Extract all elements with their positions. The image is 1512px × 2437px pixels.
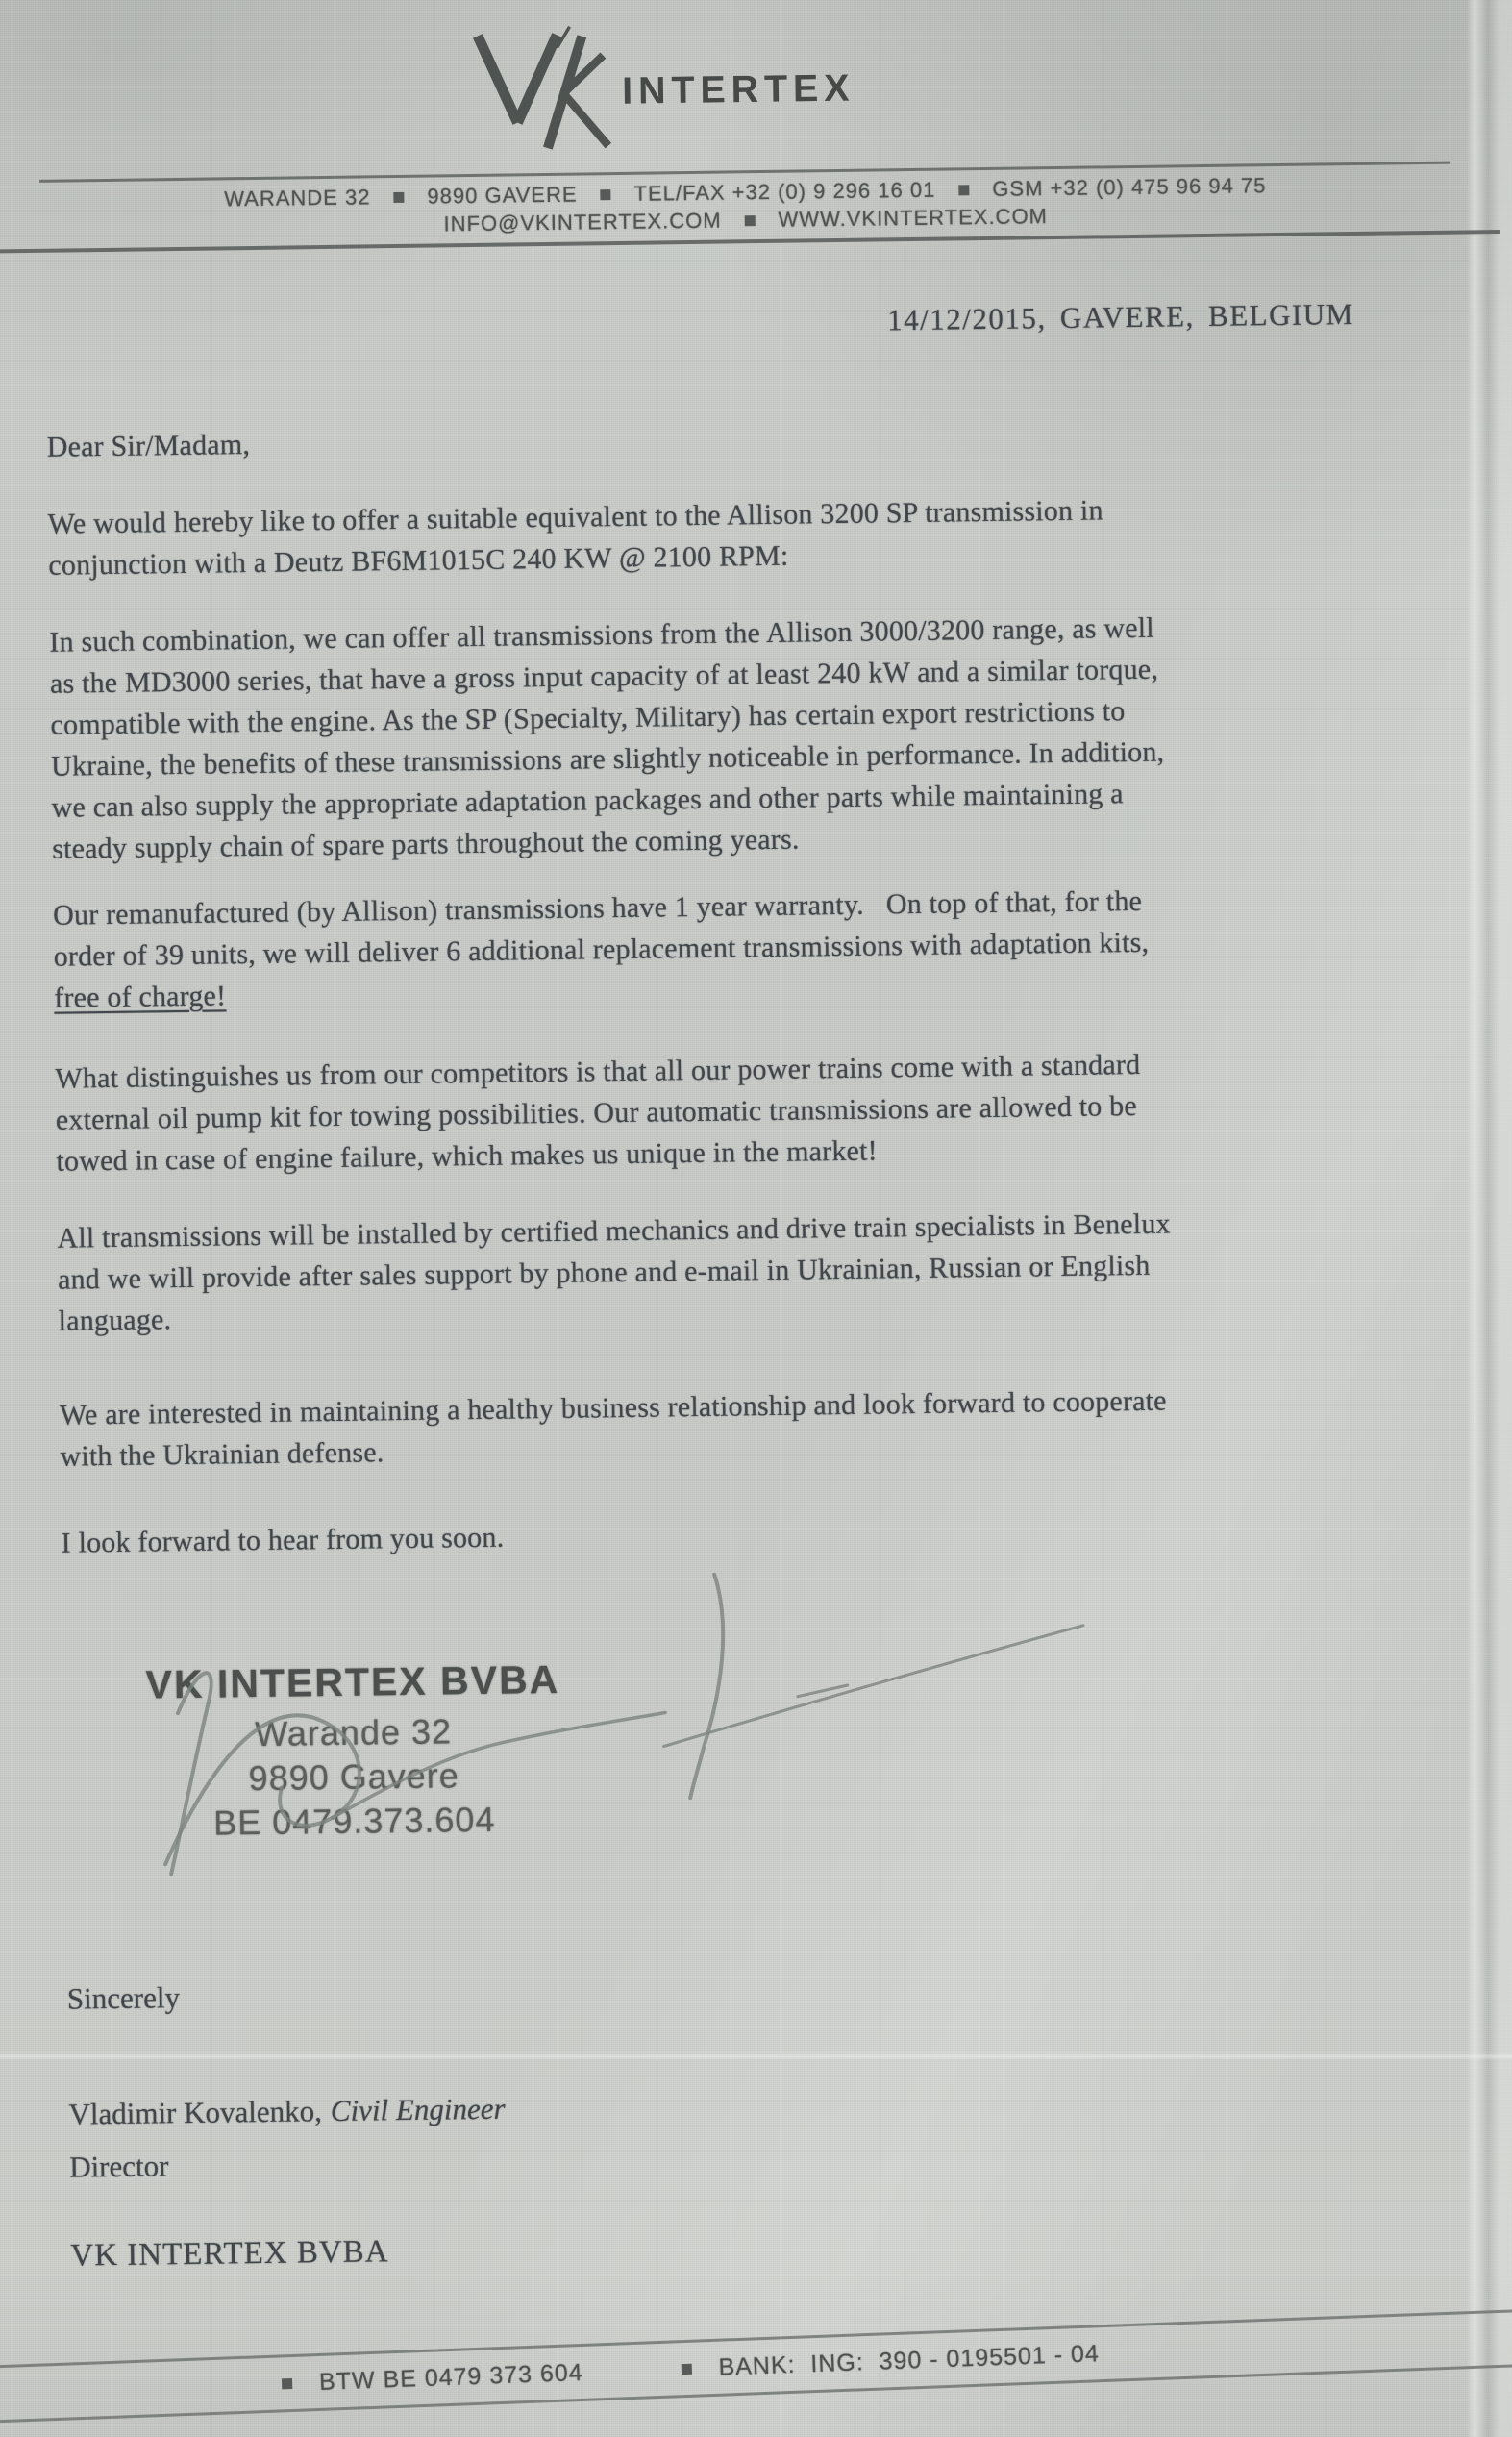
contact-gsm: GSM +32 (0) 475 96 94 75 — [992, 173, 1267, 201]
signer-role: Director — [68, 2149, 169, 2184]
paragraph-6: We are interested in maintaining a healthy business relationship and look forward to cooperate with the Ukrainian defense. — [59, 1384, 1167, 1473]
contact-website: WWW.VKINTERTEX.COM — [778, 204, 1049, 232]
square-bullet-icon — [958, 185, 969, 195]
vk-monogram-icon — [466, 12, 872, 162]
company-logo — [466, 12, 872, 162]
contact-address: WARANDE 32 — [224, 185, 371, 211]
free-of-charge-underlined: free of charge! — [54, 980, 227, 1014]
paragraph-5: All transmissions will be installed by certified mechanics and drive train specialists in Benelux and we will provide after sales support by phone and e-mail in Ukrainian, Russian or English language. — [57, 1207, 1171, 1337]
footer-spacer — [610, 2370, 655, 2372]
date-line: 14/12/2015, GAVERE, BELGIUM — [886, 296, 1354, 337]
masthead — [39, 162, 1451, 253]
paragraph-3 — [53, 877, 1468, 1019]
paragraph-2: In such combination, we can offer all transmissions from the Allison 3000/3200 range, as well as the MD3000 series, that have a gross input capacity of at least 240 kW and a similar torque, compatible with the engine. As the SP (Specialty, Military) has certain export restrictions to Ukraine, the benefits of these transmissions are slightly noticeable in performance. In addition, we can also supply the appropriate adaptation packages and other parts while maintaining a steady supply chain of spare parts throughout the coming years. — [49, 611, 1165, 865]
logo-wordmark: INTERTEX — [621, 66, 855, 112]
paragraph-1: We would hereby like to offer a suitable equivalent to the Allison 3200 SP transmission in conjunction with a Deutz BF6M1015C 240 KW @ 2100 RPM: — [47, 494, 1103, 582]
paragraph-3-text: Our remanufactured (by Allison) transmissions have 1 year warranty. On top of that, for the order of 39 units, we will deliver 6 additional replacement transmissions with adaptation kits, — [52, 884, 1150, 973]
stamp-vat: BE 0479.373.604 — [212, 1799, 496, 1843]
contact-city: 9890 GAVERE — [427, 182, 578, 209]
salutation: Dear Sir/Madam, — [46, 429, 251, 463]
square-bullet-icon — [600, 189, 610, 200]
stamp-street: Warande 32 — [254, 1711, 453, 1754]
signer-name: Vladimir Kovalenko, — [68, 2094, 323, 2131]
contact-email: INFO@VKINTERTEX.COM — [443, 208, 722, 236]
paragraph-7: I look forward to hear from you soon. — [61, 1521, 505, 1559]
valediction: Sincerely — [66, 1980, 181, 2016]
footer-vat: BTW BE 0479 373 604 — [318, 2358, 584, 2396]
stamp-company-name: VK INTERTEX BVBA — [145, 1656, 560, 1707]
signer-title: Civil Engineer — [330, 2091, 506, 2128]
signer-company: VK INTERTEX BVBA — [70, 2234, 389, 2274]
signer-line — [68, 2092, 506, 2132]
square-bullet-icon — [393, 191, 404, 202]
footer-bank: BANK: ING: 390 - 0195501 - 04 — [717, 2339, 1101, 2381]
paragraph-4: What distinguishes us from our competitors is that all our power trains come with a standard external oil pump kit for towing possibilities. Our automatic transmissions are allowed to be towed in case of engine failure, which makes us unique in the market! — [55, 1048, 1141, 1178]
handwritten-signature-icon — [123, 1532, 1147, 1911]
square-bullet-icon — [282, 2378, 292, 2389]
contact-telfax: TEL/FAX +32 (0) 9 296 16 01 — [633, 177, 936, 206]
square-bullet-icon — [681, 2363, 691, 2374]
square-bullet-icon — [745, 215, 756, 226]
stamp-city: 9890 Gavere — [248, 1755, 460, 1799]
